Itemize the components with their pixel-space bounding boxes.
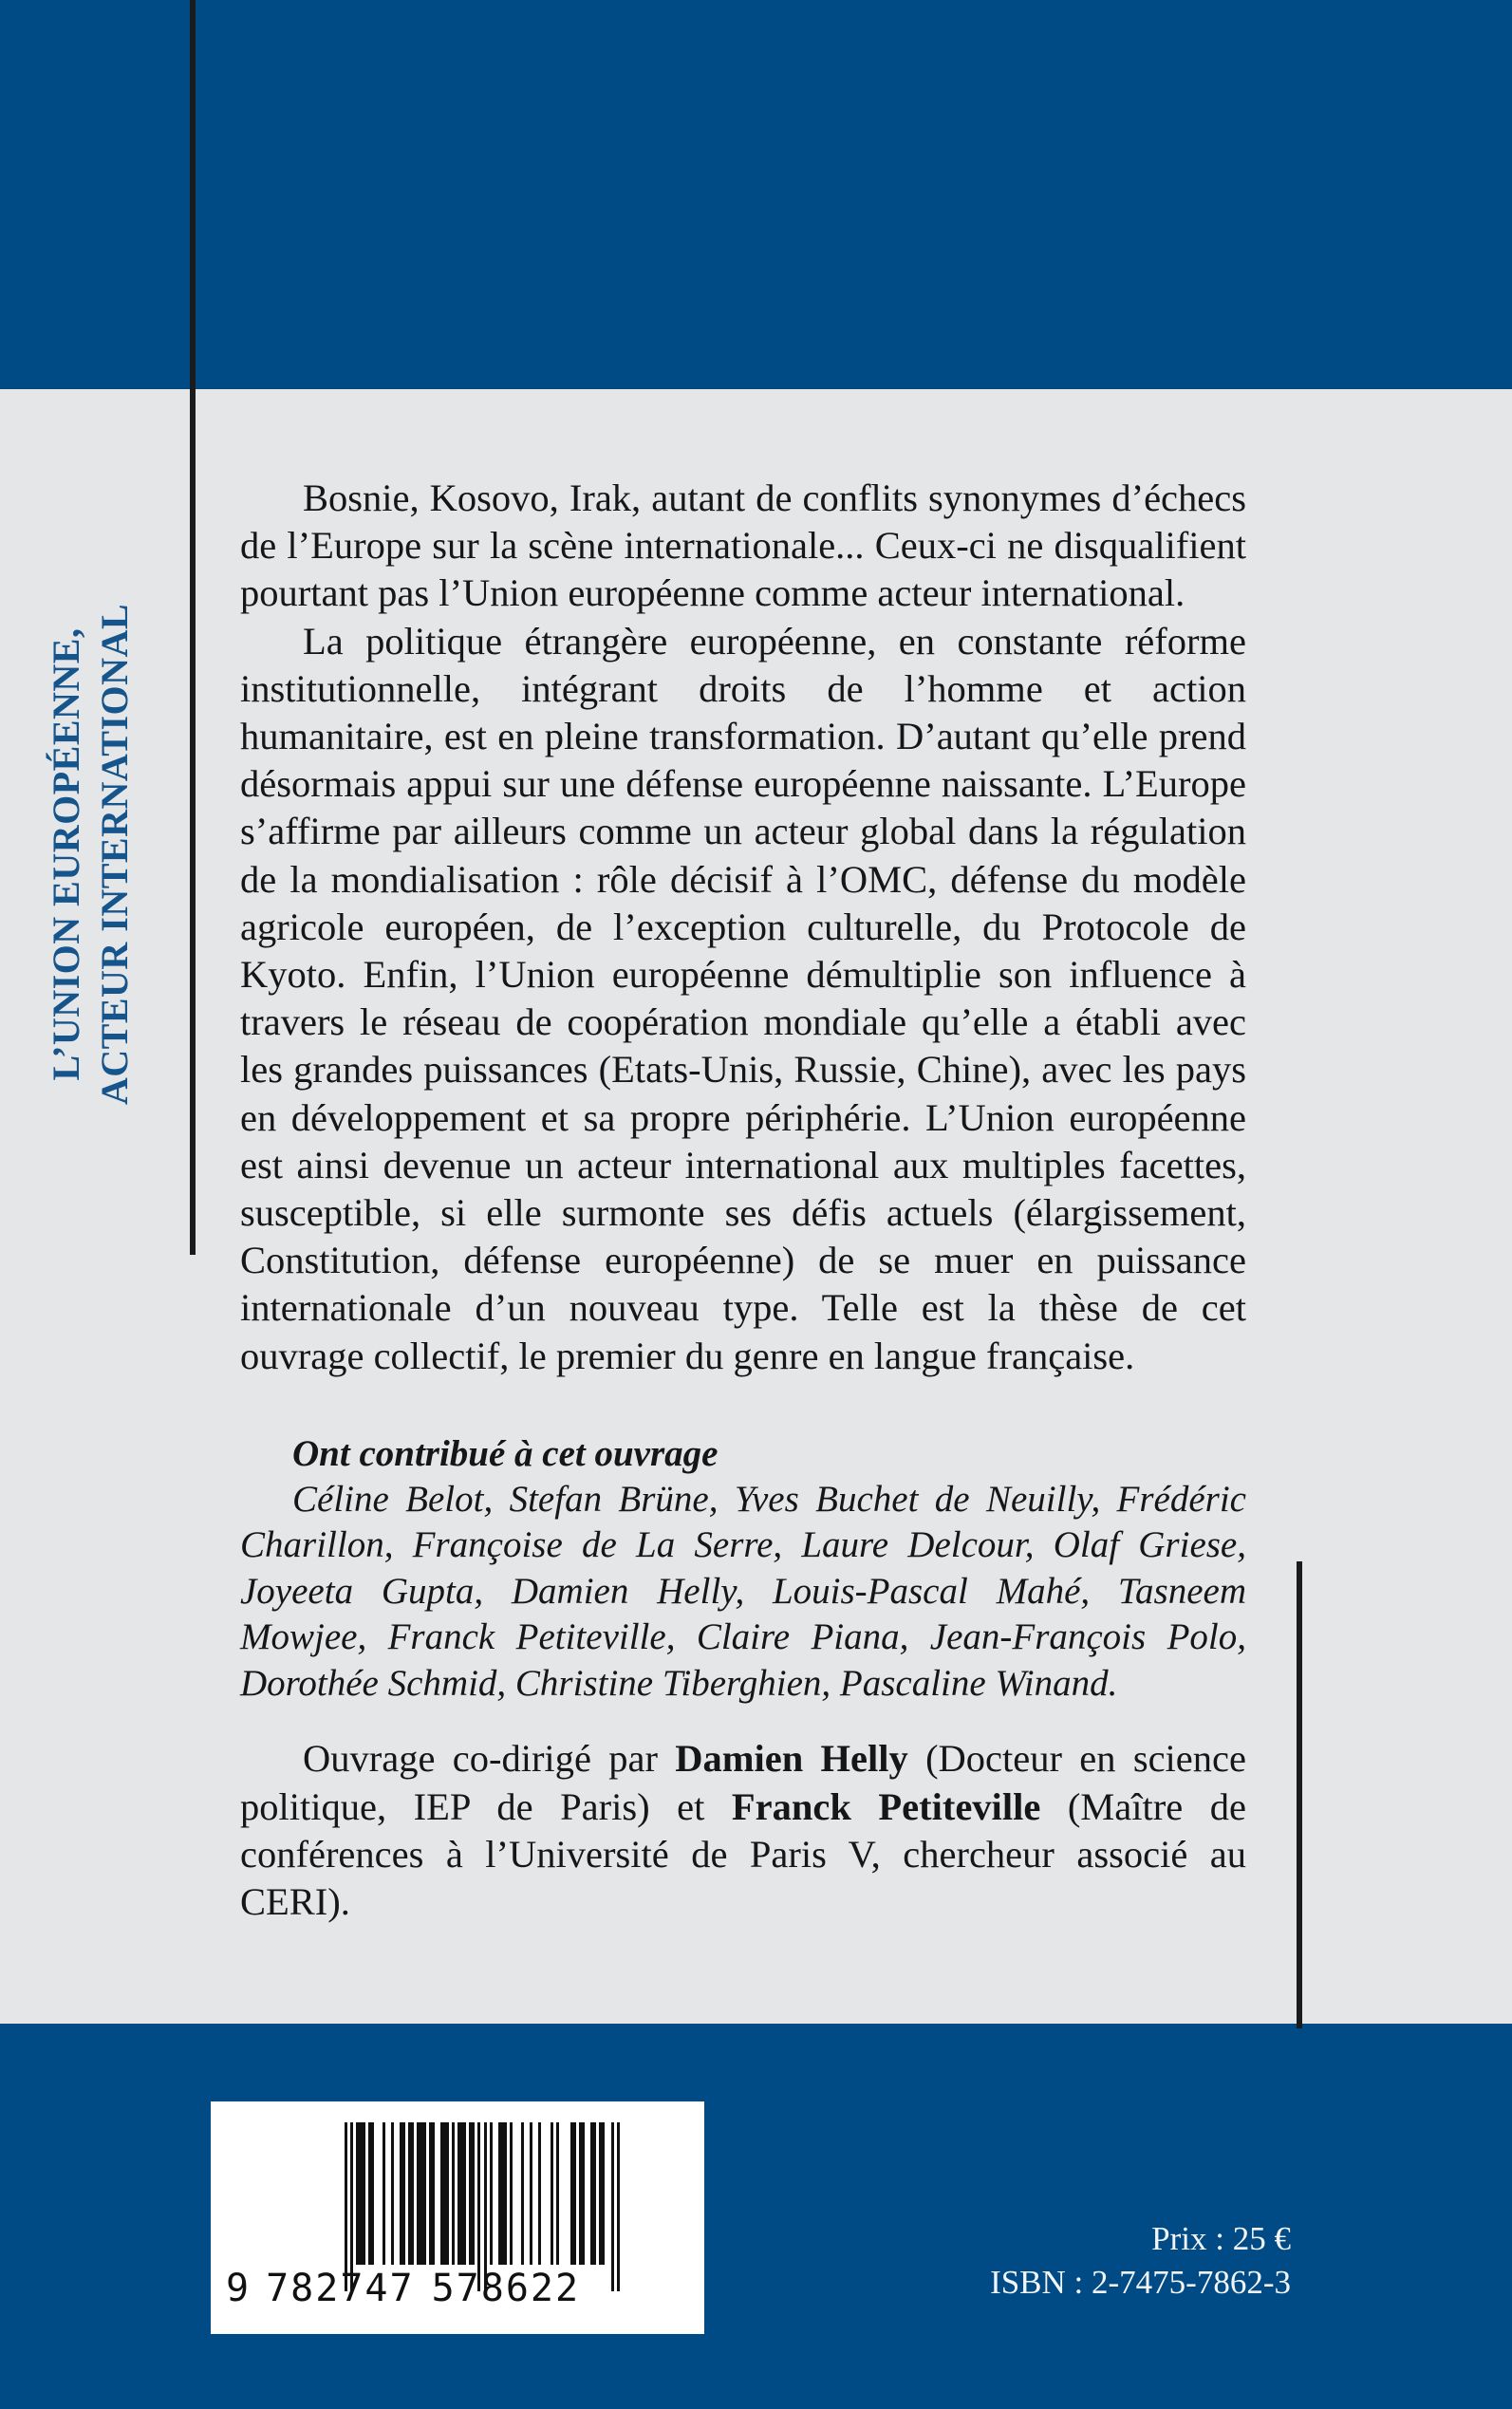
isbn-text: ISBN : 2-7475-7862-3	[990, 2264, 1291, 2301]
editor-name-2: Franck Petiteville	[731, 1784, 1041, 1828]
editor-name-1: Damien Helly	[675, 1737, 908, 1781]
left-vertical-rule	[190, 0, 196, 1255]
spine-title-line-1: L’UNION EUROPÉENNE,	[44, 627, 87, 1081]
spine-title-rotated	[42, 446, 139, 1262]
editors-mid-1: (Docteur en science politique, IEP de Paris) et	[240, 1737, 1246, 1828]
spine-title-line-2: ACTEUR INTERNATIONAL	[93, 603, 136, 1106]
price-isbn-block	[854, 2217, 1291, 2305]
editors-paragraph	[240, 1735, 1246, 1926]
price-text: Prix : 25 €	[1151, 2220, 1291, 2257]
blurb-paragraph-2: La politique étrangère européenne, en constante réforme institutionnelle, intégrant droits de l’homme et action humanitaire, est en pleine transformation. D’autant qu’elle prend désormais appui sur une défense européenne naissante. L’Europe s’affirme par ailleurs comme un acteur global dans la régulation de la mondialisation : rôle décisif à l’OMC, défense du modèle agricole européen, de l’exception culturelle, du Protocole de Kyoto. Enfin, l’Union européenne démultiplie son influence à travers le réseau de coopération mondiale qu’elle a établi avec les grandes puissances (Etats-Unis, Russie, Chine), avec les pays en développement et sa propre périphérie. L’Union européenne est ainsi devenue un acteur international aux multiples facettes, susceptible, si elle surmonte ses défis actuels (élargissement, Constitution, défense européenne) de se muer en puissance internationale d’un nouveau type. Telle est la thèse de cet ouvrage collectif, le premier du genre en langue française.	[240, 619, 1246, 1377]
right-vertical-rule	[1297, 1561, 1302, 2028]
editors-prefix: Ouvrage co-dirigé par	[303, 1737, 676, 1781]
barcode-lead-digit: 9	[226, 2267, 252, 2310]
spine-title	[0, 446, 180, 1262]
contributors-block	[240, 1431, 1246, 1708]
barcode-group-2: 578622	[431, 2267, 581, 2310]
contributors-names: Céline Belot, Stefan Brüne, Yves Buchet de Neuilly, Frédéric Charillon, Françoise de La Serre, Laure Delcour, Olaf Griese, Joyeeta Gupta, Damien Helly, Louis-Pascal Mahé, Tasneem Mowjee, Franck Petiteville, Claire Piana, Jean-François Polo, Dorothée Schmid, Christine Tiberghien, Pascaline Winand.	[240, 1478, 1246, 1704]
editors-mid-2: (Maître de conférences à l’Université de Paris V, chercheur associé au CERI).	[240, 1784, 1246, 1923]
barcode-digits	[226, 2267, 689, 2310]
barcode	[211, 2101, 704, 2334]
contributors-heading: Ont contribué à cet ouvrage	[292, 1432, 719, 1474]
barcode-group-1: 782747	[266, 2267, 415, 2310]
top-blue-band	[0, 0, 1512, 389]
back-cover-text-column	[240, 475, 1246, 1926]
barcode-bars	[275, 2122, 689, 2265]
blurb-paragraph-1: Bosnie, Kosovo, Irak, autant de conflits synonymes d’échecs de l’Europe sur la scène internationale... Ceux-ci ne disqualifient pourtant pas l’Union européenne comme acteur international.	[240, 476, 1246, 615]
